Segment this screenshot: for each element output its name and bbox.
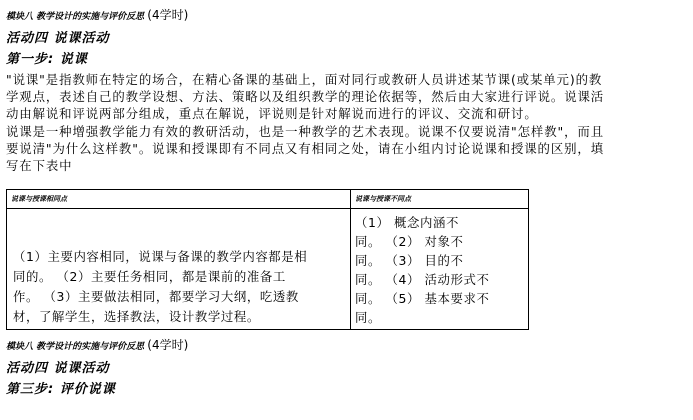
intro-line: 动由解说和评说两部分组成，重点在解说，评说则是针对解说而进行的评议、交流和研讨。 [6,106,538,122]
activity-title: 活动四 说课活动 [6,361,110,376]
different-points-cell[interactable] [351,209,529,330]
table-header-row [7,190,529,209]
same-point-line: 同的。 （2）主要任务相同，都是课前的准备工 [13,269,286,284]
different-point-line: 同。 [355,310,381,325]
intro-line: "说课"是指教师在特定的场合，在精心备课的基础上，面对同行或教研人员讲述某节课(或某单元)的教 [6,72,603,87]
header-same: 说课与授课相同点 [7,190,351,209]
intro-line: 要说清"为什么这样教"。说课和授课即有不同点又有相同之处，请在小组内讨论说课和授课的区别，填 [6,140,604,156]
same-point-line: （1）主要内容相同，说课与备课的教学内容都是相 [13,249,308,264]
comparison-table [6,189,529,330]
module-label-text: 模块八 教学设计的实施与评价反思 [6,342,145,352]
intro-paragraph [6,71,604,174]
module-label-text: 模块八 教学设计的实施与评价反思 [6,12,145,22]
module-label [6,6,188,23]
module-label [6,336,188,353]
table-row [7,209,529,330]
hours-label: (4学时) [147,8,189,22]
intro-line: 说课是一种增强教学能力有效的教研活动，也是一种教学的艺术表现。说课不仅要说清"怎样教"，而且 [6,123,604,139]
different-point-line: 同。 （5） 基本要求不 [355,291,490,306]
step-title: 第一步: 说课 [6,52,88,67]
intro-line: 写在下表中 [6,158,73,174]
different-point-line: 同。 （2） 对象不 [355,234,464,249]
same-point-line: 作。 （3）主要做法相同，都要学习大纲，吃透教 [13,289,299,304]
different-point-line: 同。 （3） 目的不 [355,253,464,268]
intro-line: 学观点，表述自己的教学设想、方法、策略以及组织教学的理论依据等，然后由大家进行评说。说课活 [6,89,605,105]
activity-title: 活动四 说课活动 [6,31,110,46]
same-point-line: 材，了解学生，选择教法，设计教学过程。 [13,309,260,324]
step-title: 第三步: 评价说课 [6,382,116,397]
header-different: 说课与授课不同点 [351,190,529,209]
hours-label: (4学时) [147,338,189,352]
different-point-line: （1） 概念内涵不 [355,215,459,230]
different-point-line: 同。 （4） 活动形式不 [355,272,490,287]
same-points-cell[interactable] [7,209,351,330]
